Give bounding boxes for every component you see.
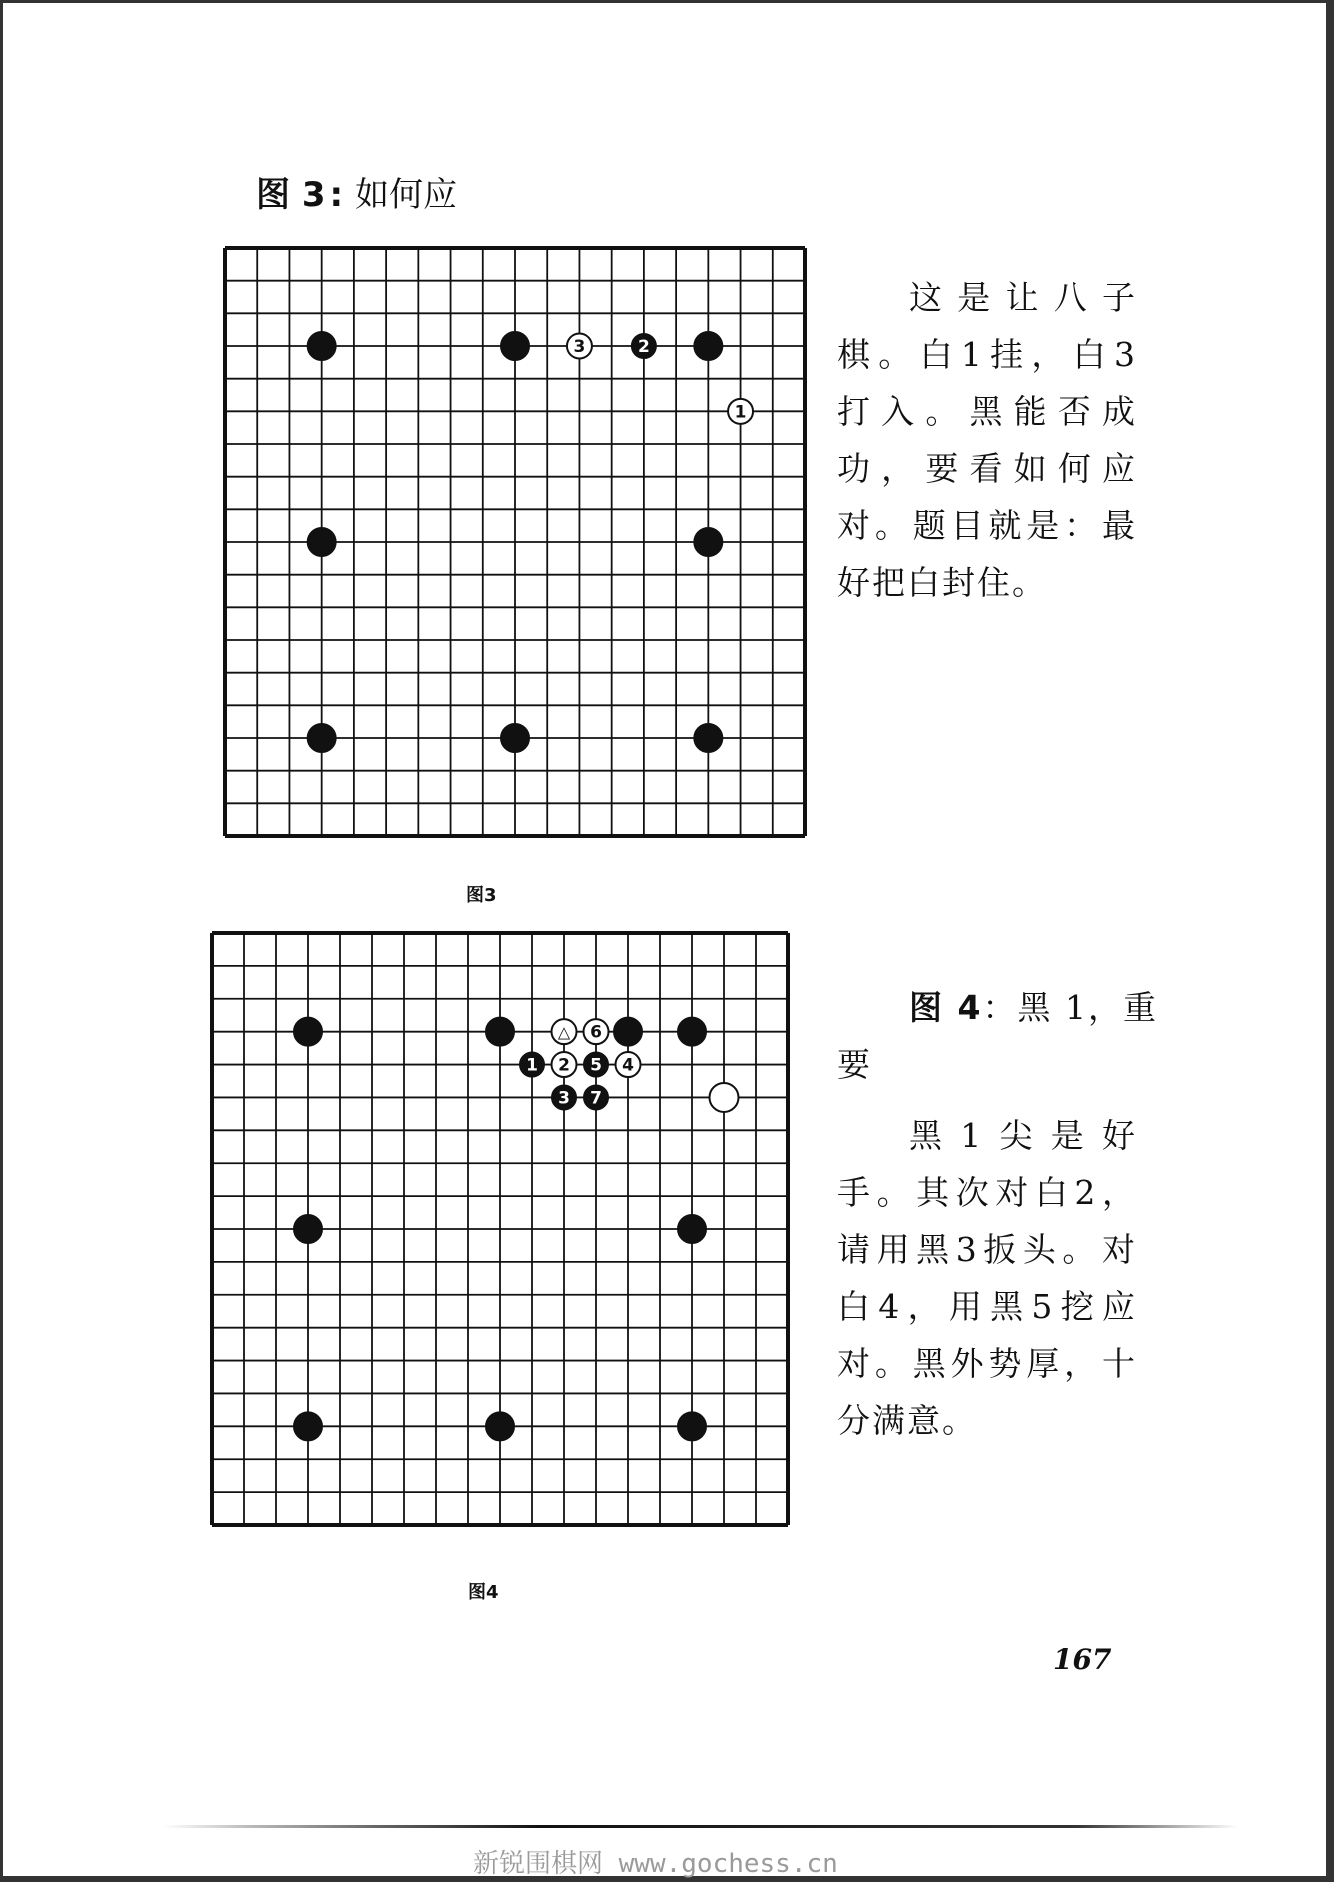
black-stone (486, 1412, 515, 1441)
black-stone-7 (584, 1085, 609, 1110)
svg-text:3: 3 (558, 1088, 570, 1109)
white-stone-1 (728, 399, 753, 424)
watermark: 新锐围棋网 www.gochess.cn (473, 1849, 838, 1879)
book-page (3, 3, 1326, 1879)
white-stone-6 (584, 1019, 609, 1044)
board-grid (209, 930, 791, 1528)
black-stone (294, 1412, 323, 1441)
black-stone (501, 724, 530, 753)
svg-text:4: 4 (622, 1055, 634, 1076)
black-stone (294, 1215, 323, 1244)
black-stone (694, 724, 723, 753)
go-board-figure-3 (222, 245, 808, 839)
section-title (256, 173, 457, 217)
white-stone-4 (616, 1052, 641, 1077)
black-stone (694, 332, 723, 361)
svg-text:7: 7 (590, 1088, 602, 1109)
text-line: 功，要看如何应 (837, 449, 1137, 488)
white-stone-2 (552, 1052, 577, 1077)
figure-3-description (837, 269, 1137, 611)
black-stone (614, 1017, 643, 1046)
white-stone-triangle (552, 1019, 577, 1044)
black-stone (678, 1017, 707, 1046)
figure-4-heading-cont: 要 (837, 1045, 872, 1084)
black-stone (294, 1017, 323, 1046)
svg-text:5: 5 (590, 1055, 602, 1076)
figure-4-caption: 图4 (468, 1582, 499, 1603)
svg-text:3: 3 (573, 337, 586, 357)
svg-text:1: 1 (526, 1055, 538, 1076)
black-stone-5 (584, 1052, 609, 1077)
black-stone (501, 332, 530, 361)
text-line: 黑1尖是好 (909, 1116, 1137, 1155)
text-line: 白4，用黑5挖应 (837, 1287, 1137, 1326)
black-stone-1 (520, 1052, 545, 1077)
go-board-figure-4 (209, 930, 791, 1528)
svg-text:1: 1 (734, 402, 747, 423)
white-stone (710, 1083, 739, 1112)
figure-4-heading-tag: 图 4 (909, 988, 983, 1027)
page-number: 167 (1053, 1643, 1112, 1676)
white-stone-3 (567, 334, 592, 359)
footer-rule (163, 1825, 1238, 1828)
black-stone-3 (552, 1085, 577, 1110)
figure-tag: 图 3 (256, 175, 326, 215)
text-line: 棋。白1挂，白3 (837, 335, 1137, 374)
text-line: 请用黑3扳头。对 (837, 1230, 1137, 1269)
black-stone (678, 1412, 707, 1441)
black-stone (694, 528, 723, 557)
section-title-text: 如何应 (355, 175, 458, 215)
text-line: 对。黑外势厚，十 (837, 1344, 1137, 1383)
figure-4-description (837, 979, 1158, 1449)
text-line: 好把白封住。 (837, 563, 1047, 602)
black-stone (307, 528, 336, 557)
black-stone (486, 1017, 515, 1046)
svg-text:2: 2 (637, 337, 650, 357)
figure-4-heading-text: ：黑 1，重 (982, 988, 1158, 1027)
text-line: 这是让八子 (909, 278, 1137, 317)
board-grid (222, 245, 808, 839)
figure-3-caption: 图3 (466, 885, 497, 906)
text-line: 打入。黑能否成 (837, 392, 1137, 431)
black-stone (307, 332, 336, 361)
svg-text:6: 6 (590, 1022, 602, 1043)
black-stone (307, 724, 336, 753)
title-colon: : (329, 175, 344, 215)
text-line: 手。其次对白2， (837, 1173, 1137, 1212)
svg-text:2: 2 (558, 1055, 570, 1076)
black-stone (678, 1215, 707, 1244)
text-line: 分满意。 (837, 1401, 977, 1440)
text-line: 对。题目就是：最 (837, 506, 1137, 545)
black-stone-2 (631, 334, 656, 359)
figure-4-heading (837, 979, 1158, 1036)
svg-text:△: △ (557, 1022, 571, 1042)
